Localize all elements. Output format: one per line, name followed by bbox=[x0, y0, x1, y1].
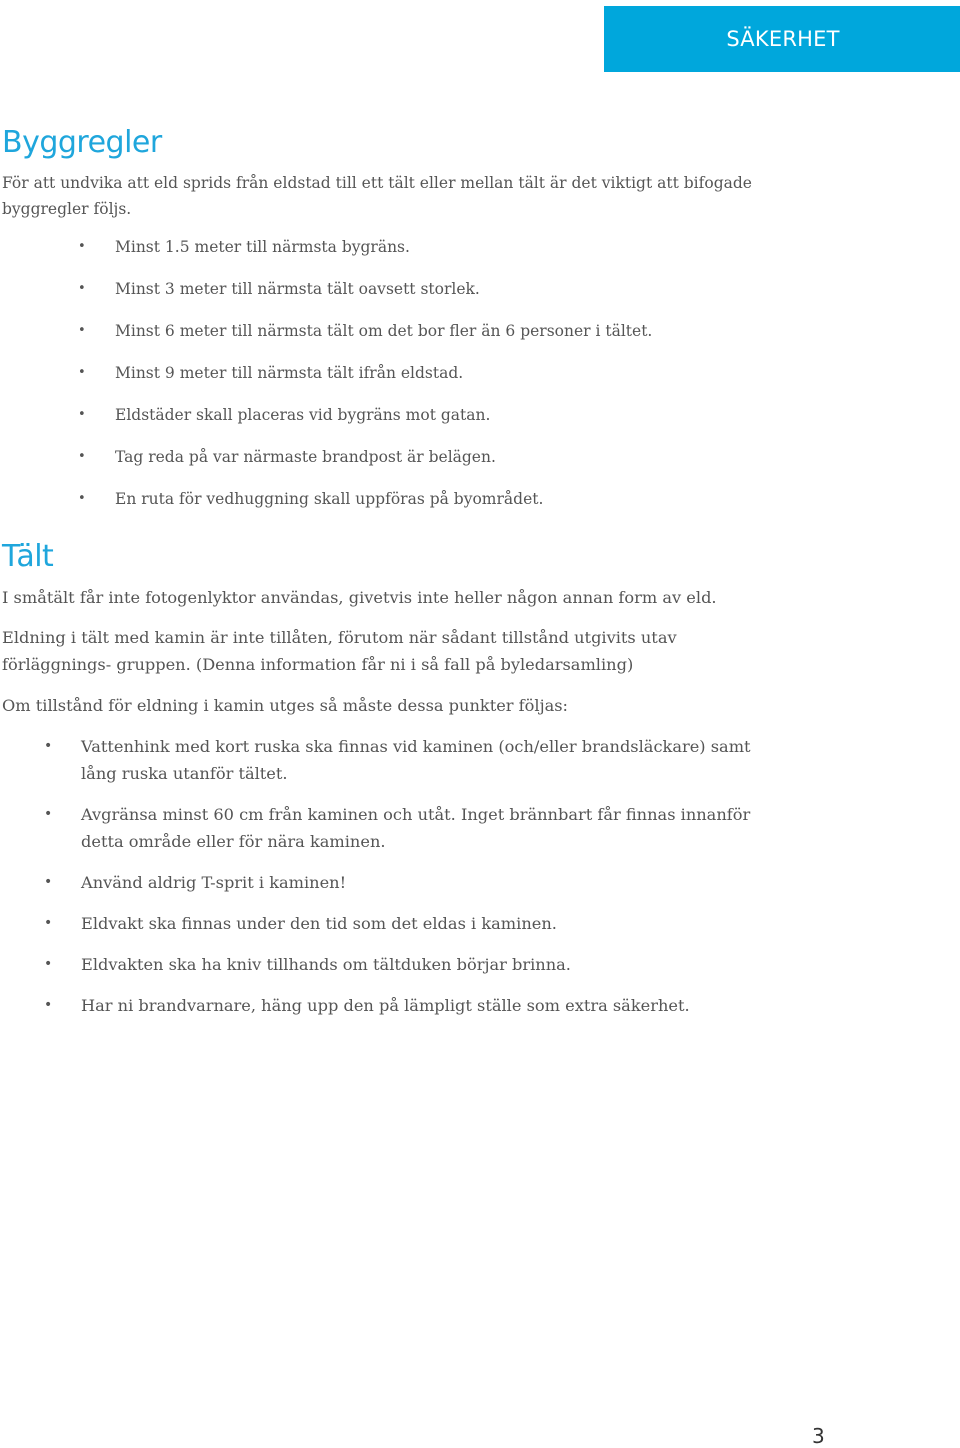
kamin-rules-list bbox=[44, 733, 784, 1033]
list-item bbox=[78, 402, 652, 444]
list-item-text: Minst 3 meter till närmsta tält oavsett storlek. bbox=[115, 280, 480, 298]
bullet-icon: • bbox=[78, 365, 86, 380]
bullet-icon: • bbox=[44, 956, 53, 972]
list-item bbox=[78, 360, 652, 402]
list-item-text: Avgränsa minst 60 cm från kaminen och utåt. Inget brännbart får finnas innanför detta område eller för nära kaminen. bbox=[81, 805, 751, 851]
bullet-icon: • bbox=[44, 738, 53, 754]
talt-paragraph-2: Eldning i tält med kamin är inte tillåten, förutom när sådant tillstånd utgivits utav förläggnings- gruppen. (Denna information får ni i så fall på byledarsamling) bbox=[2, 628, 677, 674]
heading-byggregler: Byggregler bbox=[2, 125, 162, 160]
list-item-text: Använd aldrig T-sprit i kaminen! bbox=[81, 873, 347, 892]
list-item-text: Vattenhink med kort ruska ska finnas vid kaminen (och/eller brandsläckare) samt lång ruska utanför tältet. bbox=[81, 737, 751, 783]
bullet-icon: • bbox=[44, 915, 53, 931]
bullet-icon: • bbox=[44, 997, 53, 1013]
list-item-text: Har ni brandvarnare, häng upp den på lämpligt ställe som extra säkerhet. bbox=[81, 996, 690, 1015]
bullet-icon: • bbox=[78, 407, 86, 422]
list-item-text: Minst 9 meter till närmsta tält ifrån eldstad. bbox=[115, 364, 464, 382]
list-item bbox=[78, 486, 652, 528]
byggregler-list bbox=[78, 234, 652, 528]
bullet-icon: • bbox=[78, 323, 86, 338]
bullet-icon: • bbox=[78, 491, 86, 506]
page-number: 3 bbox=[812, 1424, 825, 1448]
list-item bbox=[44, 801, 784, 855]
talt-paragraph-1: I småtält får inte fotogenlyktor användas, givetvis inte heller någon annan form av eld. bbox=[2, 588, 717, 607]
bullet-icon: • bbox=[78, 281, 86, 296]
list-item bbox=[44, 992, 784, 1019]
list-item-text: Eldvakt ska finnas under den tid som det eldas i kaminen. bbox=[81, 914, 557, 933]
list-item bbox=[78, 444, 652, 486]
list-item-text: Minst 1.5 meter till närmsta bygräns. bbox=[115, 238, 410, 256]
section-tab bbox=[604, 6, 960, 72]
list-item bbox=[78, 234, 652, 276]
list-item bbox=[78, 318, 652, 360]
list-item-text: Minst 6 meter till närmsta tält om det bor fler än 6 personer i tältet. bbox=[115, 322, 653, 340]
bullet-icon: • bbox=[44, 806, 53, 822]
heading-talt: Tält bbox=[2, 539, 54, 574]
byggregler-intro: För att undvika att eld sprids från eldstad till ett tält eller mellan tält är det viktigt att bifogade byggregler följs. bbox=[2, 174, 752, 218]
list-item bbox=[44, 951, 784, 978]
list-item bbox=[44, 733, 784, 787]
bullet-icon: • bbox=[78, 449, 86, 464]
bullet-icon: • bbox=[78, 239, 86, 254]
list-item-text: Tag reda på var närmaste brandpost är belägen. bbox=[115, 448, 496, 466]
section-label: SÄKERHET bbox=[726, 27, 840, 51]
bullet-icon: • bbox=[44, 874, 53, 890]
talt-paragraph-3: Om tillstånd för eldning i kamin utges så måste dessa punkter följas: bbox=[2, 696, 569, 715]
list-item-text: Eldvakten ska ha kniv tillhands om tältduken börjar brinna. bbox=[81, 955, 571, 974]
list-item-text: En ruta för vedhuggning skall uppföras på byområdet. bbox=[115, 490, 544, 508]
list-item bbox=[44, 910, 784, 937]
list-item bbox=[78, 276, 652, 318]
list-item bbox=[44, 869, 784, 896]
list-item-text: Eldstäder skall placeras vid bygräns mot gatan. bbox=[115, 406, 491, 424]
